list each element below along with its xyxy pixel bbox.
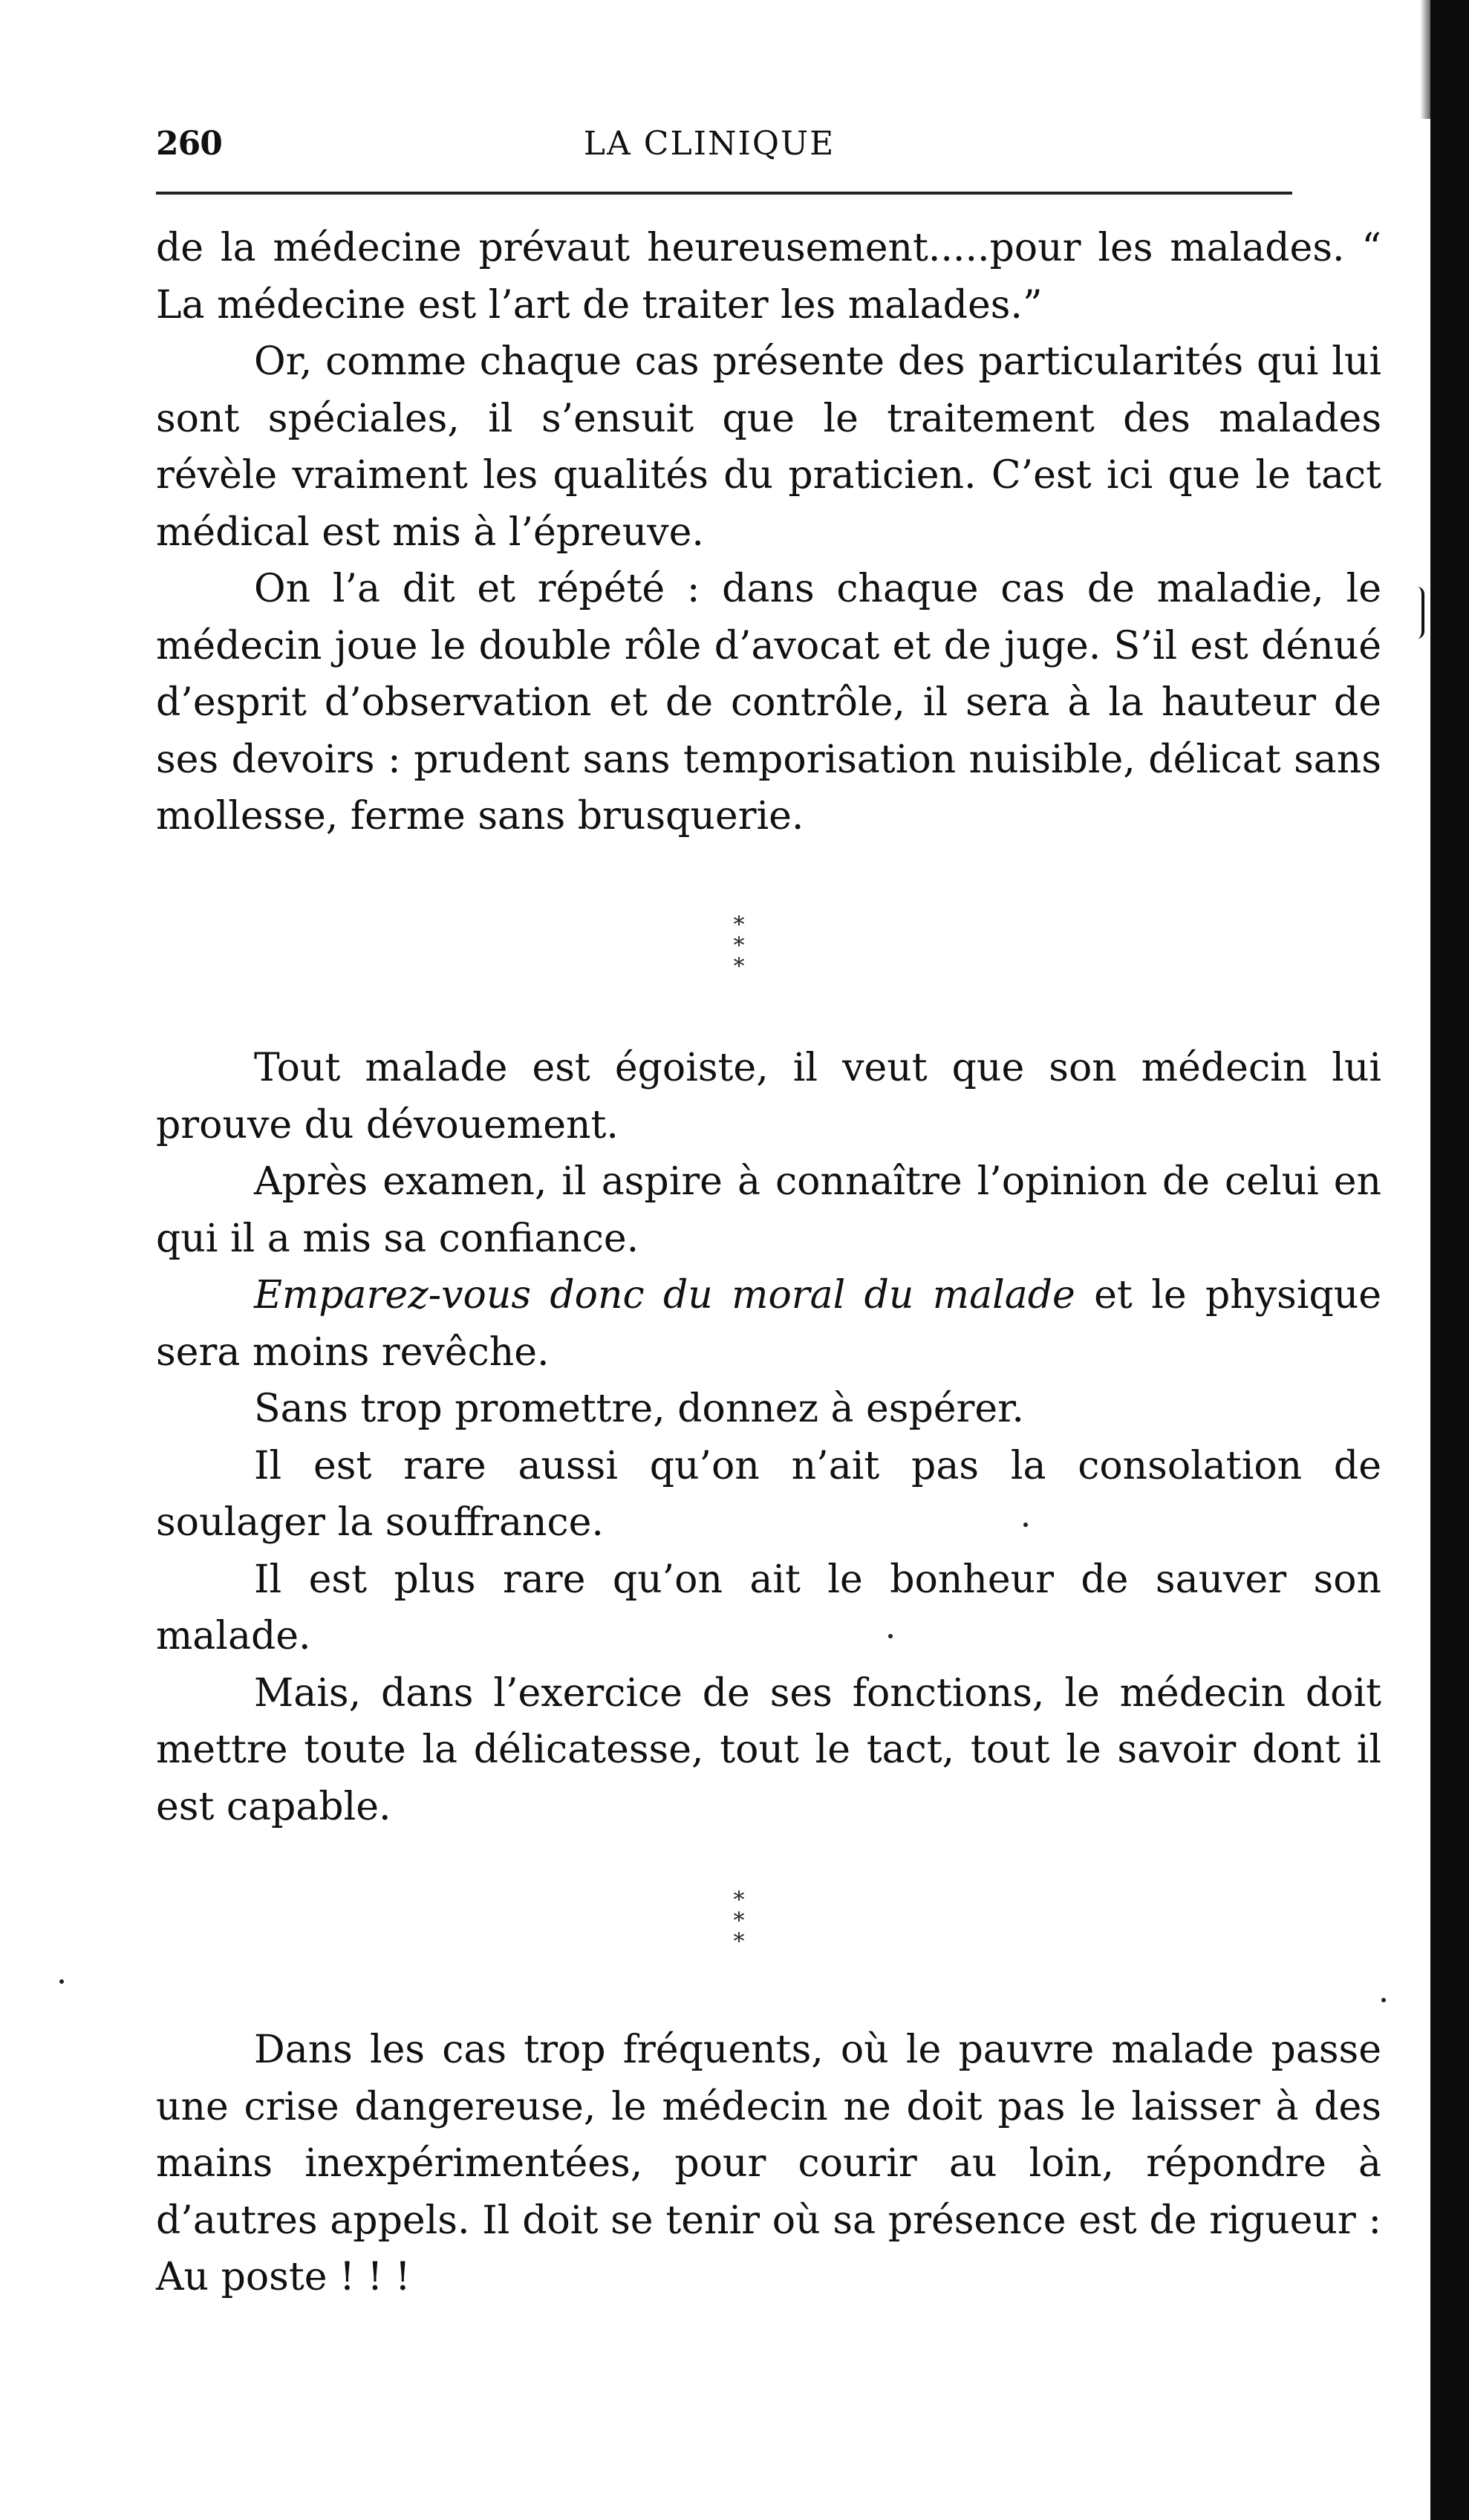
- paragraph: [156, 1267, 1381, 1381]
- scan-speck: [1023, 1523, 1028, 1527]
- paragraph: Après examen, il aspire à connaître l’opinion de celui en qui il a mis sa confiance.: [156, 1159, 1381, 1261]
- paragraph: Tout malade est égoiste, il veut que son médecin lui prouve du dévouement.: [156, 1046, 1381, 1147]
- scan-speck: [1381, 1998, 1386, 2002]
- asterism-top: *: [733, 912, 745, 938]
- header-rule: [156, 192, 1292, 195]
- italic-phrase: Emparez-vous donc du moral du malade: [254, 1273, 1075, 1318]
- asterism-bottom: * *: [733, 933, 758, 980]
- binding-mark: [1417, 587, 1424, 639]
- asterism-top: *: [733, 1887, 745, 1913]
- asterism-separator: [698, 1887, 780, 1955]
- scan-speck: [888, 1634, 893, 1638]
- paragraph: Dans les cas trop fréquents, où le pauvre malade passe une crise dangereuse, le médecin ne doit pas le laisser à des mains inexpérimentées, pour courir au loin, répondre à d’autres appels. Il doit se tenir où sa présence est de rigueur : Au poste ! ! !: [156, 2028, 1381, 2299]
- paragraph-rest: et le physique sera moins revêche.: [156, 1273, 1382, 1375]
- section-3: [156, 2022, 1381, 2306]
- running-title: LA CLINIQUE: [583, 125, 836, 163]
- page-number: 260: [156, 125, 222, 163]
- asterism-bottom: * *: [733, 1908, 758, 1955]
- paragraph: Or, comme chaque cas présente des particularités qui lui sont spéciales, il s’ensuit que le traitement des malades révèle vraiment les qualités du praticien. C’est ici que le tact médical est mis à l’épreuve.: [156, 339, 1381, 555]
- scan-speck: [59, 1979, 64, 1984]
- paragraph: de la médecine prévaut heureusement.....pour les malades. “ La médecine est l’art de traiter les malades.”: [156, 226, 1381, 328]
- asterism-separator: [698, 912, 780, 980]
- paragraph: Mais, dans l’exercice de ses fonctions, le médecin doit mettre toute la délicatesse, tout le tact, tout le savoir dont il est capable.: [156, 1670, 1381, 1829]
- paragraph: On l’a dit et répété : dans chaque cas de maladie, le médecin joue le double rôle d’avocat et de juge. S’il est dénué d’esprit d’observation et de contrôle, il sera à la hauteur de ses devoirs : prudent sans temporisation nuisible, délicat sans mollesse, ferme sans brusquerie.: [156, 567, 1381, 839]
- section-1: [156, 220, 1381, 845]
- scan-binding-edge: [1430, 0, 1469, 2520]
- paragraph: Il est plus rare qu’on ait le bonheur de sauver son malade.: [156, 1557, 1381, 1658]
- running-head: [156, 125, 1389, 169]
- paragraph: Sans trop promettre, donnez à espérer.: [254, 1387, 1024, 1431]
- paragraph: Il est rare aussi qu’on n’ait pas la consolation de soulager la souffrance.: [156, 1443, 1381, 1545]
- section-2: [156, 1040, 1381, 1835]
